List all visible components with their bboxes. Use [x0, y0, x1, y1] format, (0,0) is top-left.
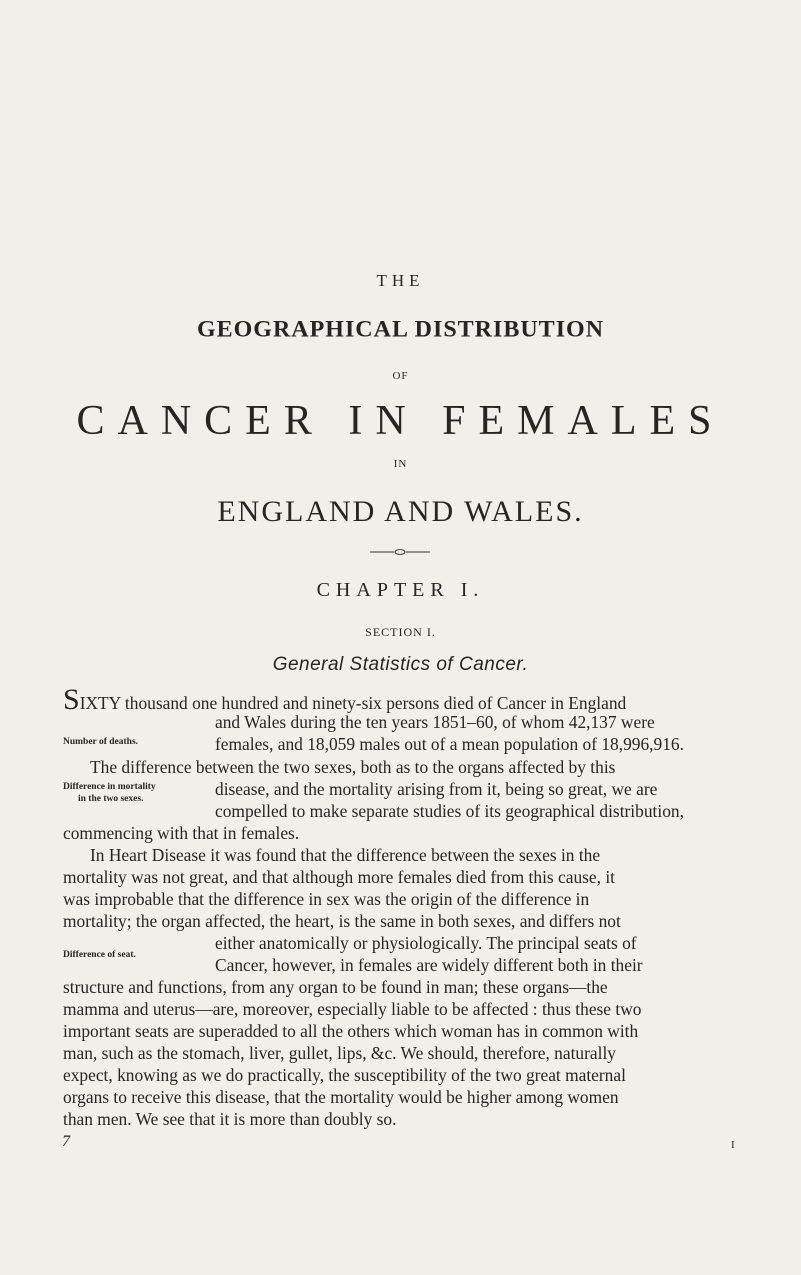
- section-heading: SECTION I.: [365, 625, 436, 639]
- paragraph-line: compelled to make separate studies of its geographical distribution,: [215, 801, 684, 821]
- section-subtitle: General Statistics of Cancer.: [272, 654, 529, 675]
- paragraph-line: expect, knowing as we do practically, the susceptibility of the two great maternal: [63, 1065, 626, 1085]
- paragraph-line: mamma and uterus—are, moreover, especially liable to be affected : thus these two: [63, 999, 642, 1019]
- sidenote-difference-of-seat: Difference of seat.: [63, 950, 136, 960]
- sidenote-number-of-deaths: Number of deaths.: [63, 737, 139, 747]
- paragraph-line: Cancer, however, in females are widely different both in their: [215, 955, 643, 975]
- paragraph-line: than men. We see that it is more than doubly so.: [63, 1109, 397, 1129]
- drop-cap: S: [63, 683, 80, 716]
- paragraph-line: The difference between the two sexes, both as to the organs affected by this: [90, 757, 616, 777]
- paragraph-line: mortality; the organ affected, the heart, is the same in both sexes, and differs not: [63, 911, 621, 931]
- signature-mark: I: [731, 1139, 735, 1151]
- ornament-rule-icon: [370, 549, 430, 555]
- paragraph-line: disease, and the mortality arising from it, being so great, we are: [215, 779, 658, 799]
- title-england-and-wales: ENGLAND AND WALES.: [217, 495, 584, 528]
- page-mark: 7: [62, 1133, 70, 1150]
- title-the: THE: [376, 271, 425, 290]
- title-of: OF: [392, 370, 409, 382]
- chapter-heading: CHAPTER I.: [316, 579, 485, 601]
- title-geographical-distribution: GEOGRAPHICAL DISTRIBUTION: [196, 317, 605, 343]
- title-cancer-in-females: CANCER IN FEMALES: [76, 398, 725, 444]
- paragraph-line: organs to receive this disease, that the mortality would be higher among women: [63, 1087, 619, 1107]
- paragraph-line: commencing with that in females.: [63, 823, 300, 843]
- paragraph-line: mortality was not great, and that although more females died from this cause, it: [63, 867, 615, 887]
- paragraph-line: In Heart Disease it was found that the difference between the sexes in the: [90, 845, 601, 865]
- sidenote-difference-in-mortality: Difference in mortality: [63, 782, 156, 792]
- sidenote-in-the-two-sexes: in the two sexes.: [78, 794, 144, 804]
- paragraph-line: females, and 18,059 males out of a mean population of 18,996,916.: [215, 734, 684, 754]
- paragraph-line: structure and functions, from any organ to be found in man; these organs—the: [63, 977, 608, 997]
- paragraph-line: either anatomically or physiologically. The principal seats of: [215, 933, 637, 953]
- paragraph-line: important seats are superadded to all the others which woman has in common with: [63, 1021, 639, 1041]
- paragraph-line: man, such as the stomach, liver, gullet, lips, &c. We should, therefore, naturally: [63, 1043, 616, 1063]
- paragraph-line: SIXTY thousand one hundred and ninety-six persons died of Cancer in England: [63, 683, 627, 716]
- title-in: IN: [393, 458, 408, 470]
- paragraph-line: was improbable that the difference in sex was the origin of the difference in: [63, 889, 590, 909]
- paragraph-line: and Wales during the ten years 1851–60, of whom 42,137 were: [215, 712, 655, 732]
